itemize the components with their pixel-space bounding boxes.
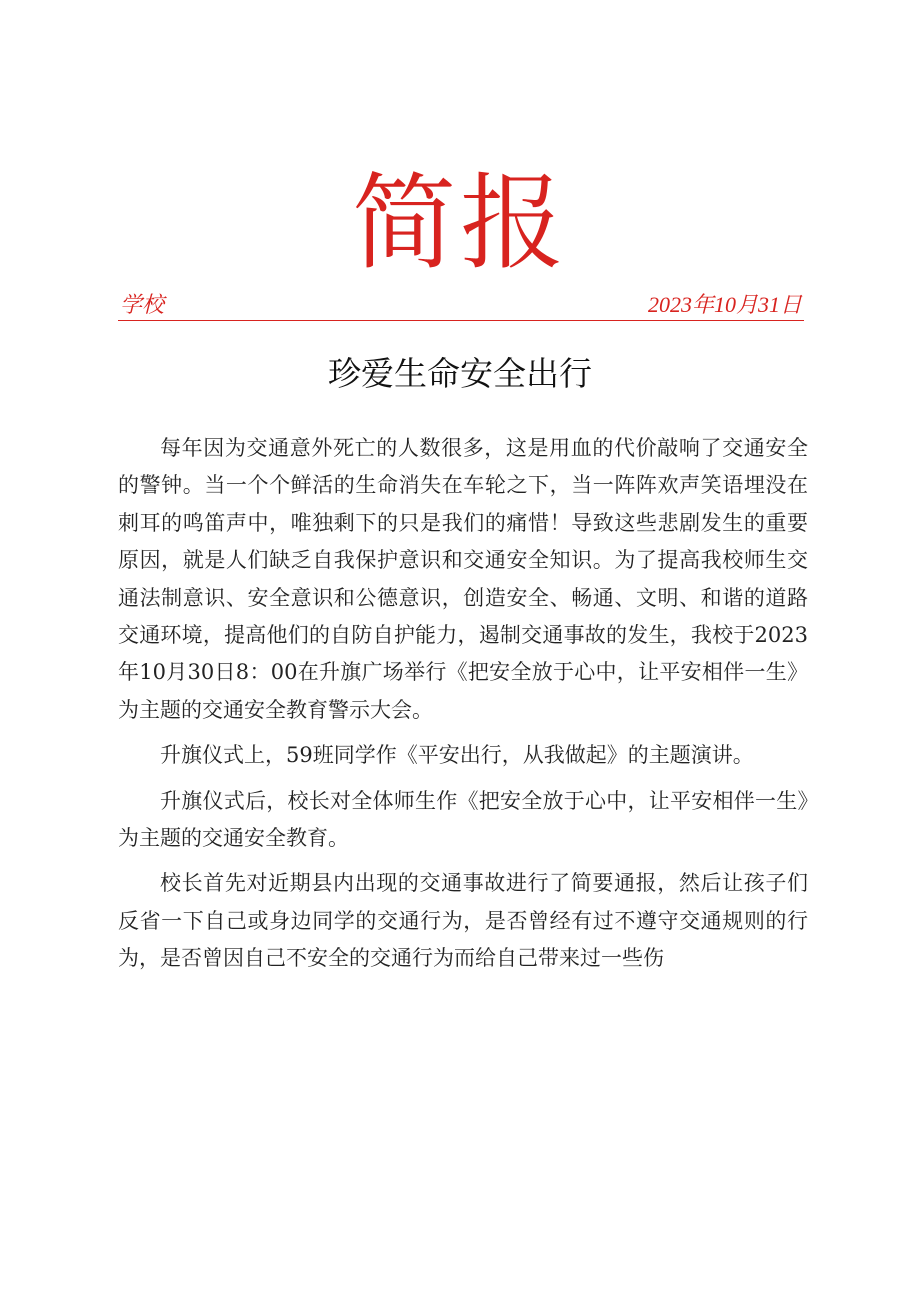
article-body (118, 430, 808, 986)
dateline (118, 290, 804, 321)
paragraph: 升旗仪式上，59班同学作《平安出行，从我做起》的主题演讲。 (160, 743, 754, 768)
paragraph: 每年因为交通意外死亡的人数很多，这是用血的代价敲响了交通安全的警钟。当一个个鲜活的生命消失在车轮之下，当一阵阵欢声笑语埋没在刺耳的鸣笛声中，唯独剩下的只是我们的痛惜！导致这些悲剧发生的重要原因，就是人们缺乏自我保护意识和交通安全知识。为了提高我校师生交通法制意识、安全意识和公德意识，创造安全、畅通、文明、和谐的道路交通环境，提高他们的自防自护能力，遏制交通事故的发生，我校于2023年10月30日8：00在升旗广场举行《把安全放于心中，让平安相伴一生》为主题的交通安全教育警示大会。 (118, 436, 808, 722)
organization-name: 学校 (120, 292, 165, 317)
issue-date: 2023年10月31日 (647, 292, 802, 317)
paragraph: 升旗仪式后，校长对全体师生作《把安全放于心中，让平安相伴一生》为主题的交通安全教育。 (118, 788, 808, 851)
masthead-title: 简报 (351, 162, 568, 284)
article-title: 珍爱生命安全出行 (328, 354, 592, 393)
paragraph: 校长首先对近期县内出现的交通事故进行了简要通报，然后让孩子们反省一下自己或身边同学的交通行为，是否曾经有过不遵守交通规则的行为，是否曾因自己不安全的交通行为而给自己带来过一些伤 (118, 871, 808, 971)
